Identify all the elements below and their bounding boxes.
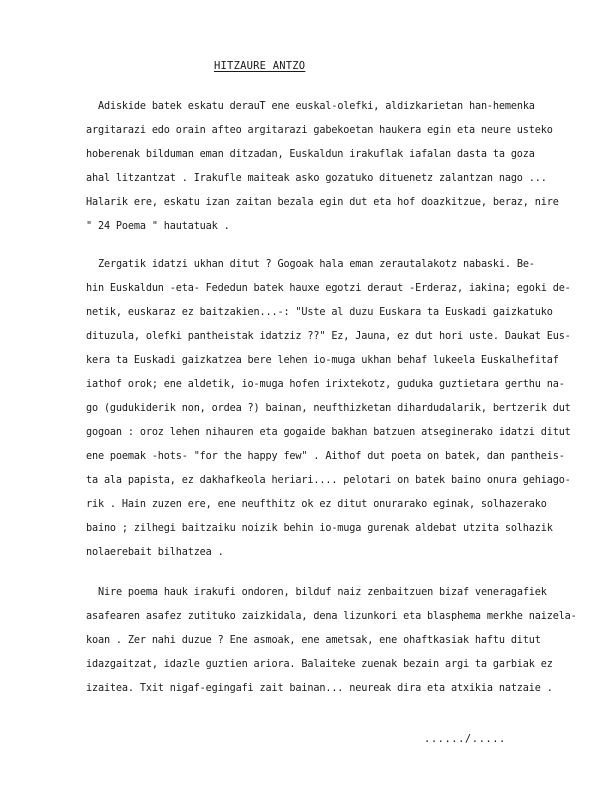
text-line: ta ala papista, ez dakhafkeola heriari.... pelotari on batek baino onura gehiago- bbox=[86, 475, 571, 486]
text-line: koan . Zer nahi duzue ? Ene asmoak, ene ametsak, ene ohaftkasiak haftu ditut bbox=[86, 635, 541, 646]
text-line: kera ta Euskadi gaizkatzea bere lehen io-muga ukhan behaf lukeela Euskalhefitaf bbox=[86, 355, 559, 366]
closing-mark: ....../..... bbox=[424, 733, 506, 745]
text-line: gogoan : oroz lehen nihauren eta gogaide bakhan batzuen atseginerako idatzi ditut bbox=[86, 427, 571, 438]
text-line: ene poemak -hots- "for the happy few" . Aithof dut poeta on batek, dan pantheis- bbox=[86, 451, 565, 462]
text-line: Nire poema hauk irakufi ondoren, bilduf naiz zenbaitzuen bizaf veneragafiek bbox=[98, 587, 547, 598]
text-line: Adiskide batek eskatu derauT ene euskal-olefki, aldizkarietan han-hemenka bbox=[98, 101, 535, 112]
text-line: argitarazi edo orain afteo argitarazi gabekoetan haukera egin eta neure usteko bbox=[86, 125, 553, 136]
text-line: Halarik ere, eskatu izan zaitan bezala egin dut eta hof doazkitzue, beraz, nire bbox=[86, 197, 559, 208]
text-line: izaitea. Txit nigaf-egingafi zait bainan... neureak dira eta atxikia natzaie . bbox=[86, 683, 553, 694]
text-line: baino ; zilhegi baitzaiku noizik behin io-muga gurenak aldebat utzita solhazik bbox=[86, 523, 553, 534]
text-line: iathof orok; ene aldetik, io-muga hofen irixtekotz, guduka guztietara gerthu na- bbox=[86, 379, 565, 390]
page-title: HITZAURE ANTZO bbox=[214, 60, 306, 72]
text-line: hin Euskaldun -eta- Fededun batek hauxe egotzi deraut -Erderaz, iakina; egoki de- bbox=[86, 283, 571, 294]
text-line: hoberenak bilduman eman ditzadan, Euskaldun irakuflak iafalan dasta ta goza bbox=[86, 149, 535, 160]
text-line: ahal litzantzat . Irakufle maiteak asko gozatuko dituenetz zalantzan nago ... bbox=[86, 173, 547, 184]
text-line: idazgaitzat, idazle guztien ariora. Balaiteke zuenak bezain argi ta garbiak ez bbox=[86, 659, 553, 670]
text-line: asafearen asafez zutituko zaizkidala, dena lizunkori eta blasphema merkhe naizela- bbox=[86, 611, 577, 622]
text-line: dituzula, olefki pantheistak idatziz ??" Ez, Jauna, ez dut hori uste. Daukat Eus- bbox=[86, 331, 571, 342]
text-line: rik . Hain zuzen ere, ene neufthitz ok ez ditut onurarako eginak, solhazerako bbox=[86, 499, 547, 510]
text-line: nolaerebait bilhatzea . bbox=[86, 547, 224, 558]
text-line: Zergatik idatzi ukhan ditut ? Gogoak hala eman zerautalakotz nabaski. Be- bbox=[98, 259, 535, 270]
text-line: go (gudukiderik non, ordea ?) bainan, neufthizketan dihardudalarik, bertzerik dut bbox=[86, 403, 571, 414]
text-line: netik, euskaraz ez baitzakien...-: "Uste al duzu Euskara ta Euskadi gaizkatuko bbox=[86, 307, 553, 318]
text-line: " 24 Poema " hautatuak . bbox=[86, 221, 230, 232]
